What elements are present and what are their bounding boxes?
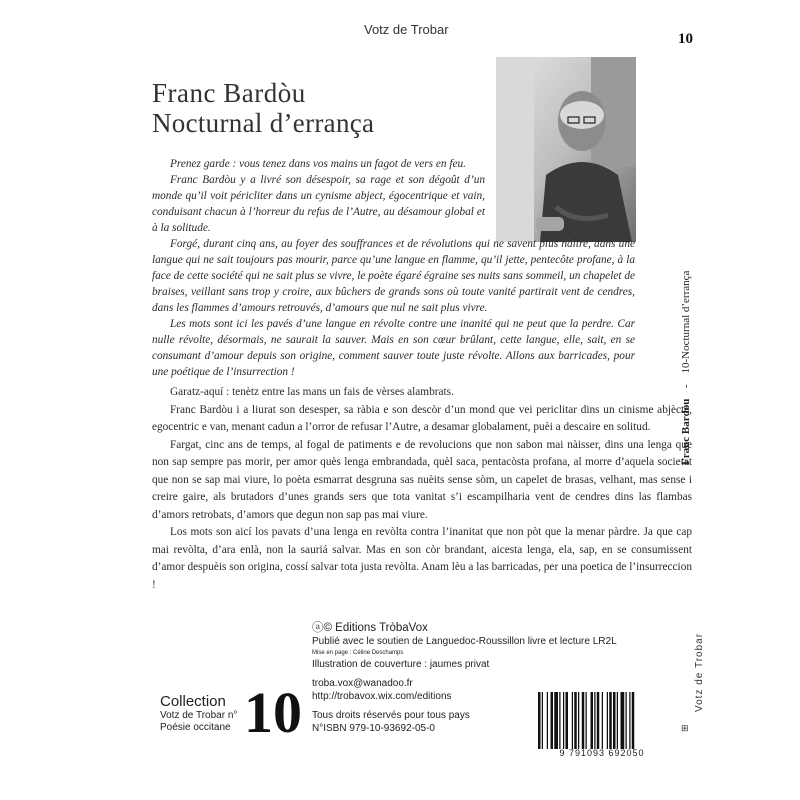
side-author: Franc Bardou [680,398,692,465]
side-running-title [680,271,692,465]
french-paragraph: Forgé, durant cinq ans, au foyer des souffrances et de révolutions qui ne savent plus naître, dans une langue qui ne sait toujours pas mourir, parce qu’une langue en flamme, qu’il jette, pentecôte profane, à la face de cette société qui ne sait plus se vivre, le poète égaré égraine ses nuits sans sommeil, un chapelet de braises, veillant sans trop y croire, aux bûchers de grands sons où toute vanité partirait vent de cendres, dans les flammes d’amours retrouvés, d’amours que nul ne sait plus vivre. [152,238,635,314]
side-separator: - [680,384,692,388]
french-paragraph: Les mots sont ici les pavés d’une langue en révolte contre une inanité qui ne peut que la perdre. Car nulle révolte, désormais, ne saurait la sauver. Mais en son cœur brûlant, cette langue, elle, sait, en se consumant d’amour depuis son origine, comment sauver toute juste révolte. Allons aux barricades, pour une poétique de l’insurrection ! [152,318,635,378]
publisher: ⓐ© Editions TròbaVox [312,622,428,634]
collection-label: Collection [160,693,226,710]
french-text [152,156,635,380]
occitan-paragraph: Franc Bardòu i a liurat son desesper, sa ràbia e son descòr d’un mond que vei periclitar dins un cinisme abjècte, egocentric e van, menant cadun a l’orror de refusar l’Autre, a desamar globalament, puèi a descaire en solitud. [152,403,692,433]
occitan-paragraph: Garatz-aquí : tenètz entre las mans un fais de vèrses alambrats. [170,386,454,398]
spine-label: Votz de Trobar [694,632,705,712]
layout-credit: Mise en page : Céline Deschamps [312,650,404,656]
occitan-text [152,384,692,594]
barcode [536,692,668,749]
barcode-digits: 9 791093 692050 [559,748,645,758]
book-title: Nocturnal d’errança [152,108,375,138]
occitan-paragraph: Fargat, cinc ans de temps, al fogal de patiments e de revolucions que non sabon mai nàisser, dins una lenga que non sap sempre pas morir, per amor quès lenga embrandada, quèl saca, pentacòsta profana, al morre d’aquela societat que non se sap mai viure, lo poèta esmarrat desgruna sas nuèits sense sòm, un capelet de brasas, velhant, mas sense i creire gaire, als brutadors d’unes grands sers que tota vanitat s’i escampilharia vent de cendres dins las flambas d’amors retrobats, d’amors que degun non sap pas mai viure. [152,438,692,521]
french-paragraph: Franc Bardòu y a livré son désespoir, sa rage et son dégoût d’un monde qu’il voit péricliter dans un cynisme abject, égocentrique et vain, conduisant chacun à l’horreur du refus de l’Autre, au désamour global et à la solitude. [152,174,485,234]
page-number: 10 [678,31,693,47]
collection-genre: Poésie occitane [160,722,231,733]
website-url: http://trobavox.wix.com/editions [312,691,452,702]
email: troba.vox@wanadoo.fr [312,678,413,689]
rights-line: Tous droits réservés pour tous pays [312,710,470,721]
series-header: Votz de Trobar [364,22,449,37]
collection-number: 10 [244,680,302,745]
author-name: Franc Bardòu [152,78,306,108]
side-title: 10-Nocturnal d’errança [680,270,692,374]
collection-series: Votz de Trobar n° [160,710,238,721]
isbn: N°ISBN 979-10-93692-05-0 [312,723,435,734]
illustration-credit: Illustration de couverture : jaumes privat [312,659,490,670]
collection-block [160,693,237,734]
spine-mark: ⊞ [681,723,689,733]
occitan-paragraph: Los mots son aicí los pavats d’una lenga en revòlta contra l’inanitat que non pòt que la menar pàrdre. Ja que cap mai revòlta, d’ara enlà, non la sauriá salvar. Mas en son còr brandant, aicesta lenga, ela, sap, en se consumissent d’amor despuèis son origina, cossí salvar tota justa revòlta. Anam lèu a las barricadas, per una poetica de l’insurreccion ! [152,526,692,591]
french-paragraph: Prenez garde : vous tenez dans vos mains un fagot de vers en feu. [170,158,466,170]
support-line: Publié avec le soutien de Languedoc-Roussillon livre et lecture LR2L [312,636,617,647]
